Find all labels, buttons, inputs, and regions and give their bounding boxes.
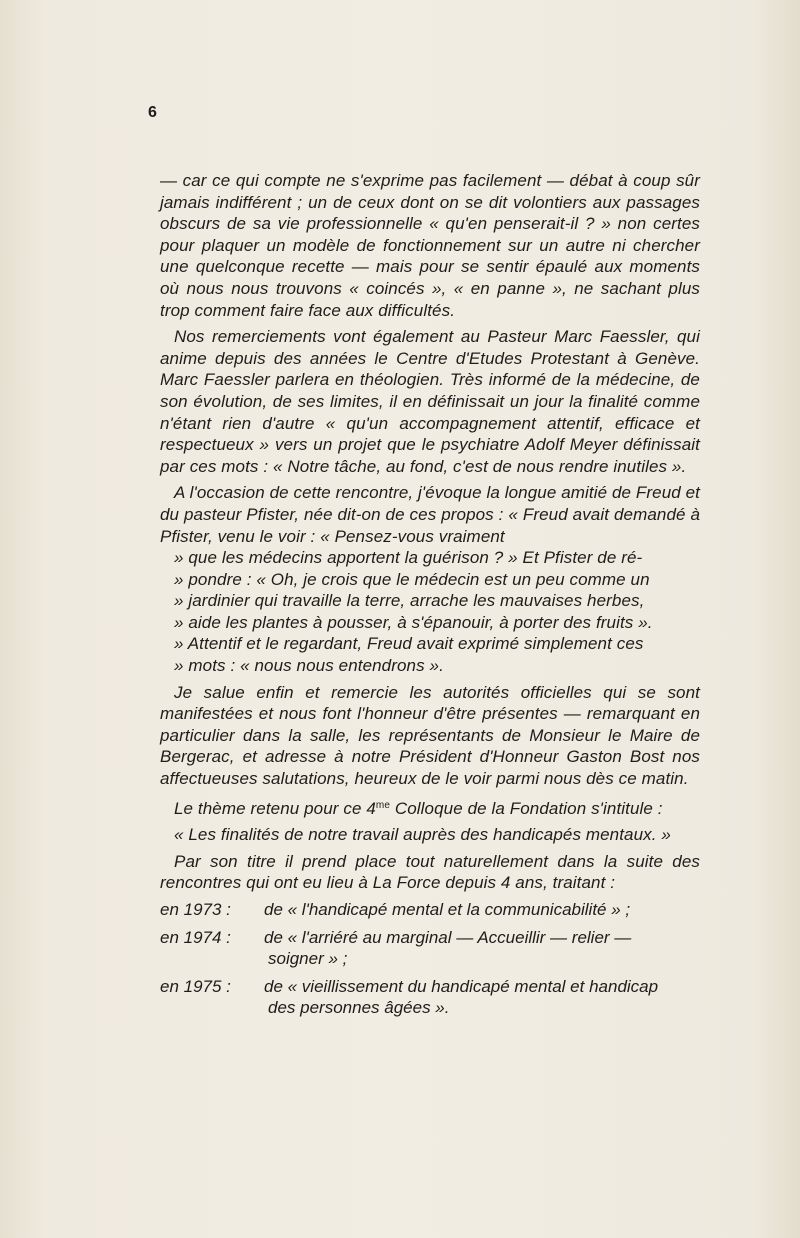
- quote-line-2: » pondre : « Oh, je crois que le médecin est un peu comme un: [174, 569, 650, 589]
- quote-line-1: » que les médecins apportent la guérison ? » Et Pfister de ré-: [174, 548, 643, 568]
- paragraph-4: Je salue enfin et remercie les autorités officielles qui se sont manifestées et nous font l'honneur d'être présentes — remarquant en particulier dans la salle, les représentants de Monsieur le Maire de Bergerac, et adresse à notre Président d'Honneur Gaston Bost nos affectueuses salutations, heureux de le voir parmi nous dès ce matin.: [160, 682, 700, 789]
- list-item: [160, 899, 700, 921]
- list-item-text: [264, 899, 700, 921]
- list-item-line: de « vieillissement du handicapé mental et handicap: [264, 976, 659, 996]
- list-item-text: [264, 976, 700, 1019]
- list-item: [160, 927, 700, 970]
- paragraph-5: [160, 795, 700, 820]
- paragraph-7: Par son titre il prend place tout naturellement dans la suite des rencontres qui ont eu lieu à La Force depuis 4 ans, traitant :: [160, 851, 700, 893]
- list-item-continuation: soigner » ;: [268, 949, 348, 969]
- quote-line-4: » aide les plantes à pousser, à s'épanouir, à porter des fruits ».: [174, 612, 653, 632]
- list-item-year: en 1974 :: [160, 927, 231, 947]
- page-number: 6: [148, 104, 157, 121]
- quote-line-3: » jardinier qui travaille la terre, arrache les mauvaises herbes,: [174, 591, 645, 611]
- list-item-year: en 1975 :: [160, 976, 231, 996]
- list-item-text: [264, 927, 700, 970]
- paragraph-3: [160, 482, 700, 676]
- ordinal-superscript: me: [375, 799, 391, 811]
- paragraph-1: — car ce qui compte ne s'exprime pas facilement — débat à coup sûr jamais indifférent ; un de ceux dont on se dit volontiers aux passages obscurs de sa vie professionnelle « qu'en penserait-il ? » non certes pour plaquer un modèle de fonctionnement sur un autre ni chercher une quelconque recette — mais pour se sentir épaulé aux moments où nous nous trouvons « coincés », « en panne », ne sachant plus trop comment faire face aux difficultés.: [160, 171, 700, 320]
- list-item-line: de « l'arriéré au marginal — Accueillir — relier —: [264, 927, 632, 947]
- list-item: [160, 976, 700, 1019]
- body-text: [160, 170, 700, 1025]
- paragraph-3-intro: A l'occasion de cette rencontre, j'évoque la longue amitié de Freud et du pasteur Pfister, née dit-on de ces propos : « Freud avait demandé à Pfister, venu le voir : « Pensez-vous vraiment: [160, 483, 701, 546]
- quote-line-5: » Attentif et le regardant, Freud avait exprimé simplement ces: [174, 634, 644, 654]
- paragraph-5-end: Colloque de la Fondation s'intitule :: [390, 798, 663, 818]
- quote-line-6: » mots : « nous nous entendrons ».: [174, 656, 444, 676]
- list-item-continuation: des personnes âgées ».: [268, 998, 450, 1018]
- meetings-list: [160, 899, 700, 1019]
- paragraph-2: Nos remerciements vont également au Pasteur Marc Faessler, qui anime depuis des années le Centre d'Etudes Protestant à Genève. Marc Faessler parlera en théologien. Très informé de la médecine, de son évolution, de ses limites, il en définissait un jour la finalité comme n'étant rien d'autre « qu'un accompagnement attentif, efficace et respectueux » vers un projet que le psychiatre Adolf Meyer définissait par ces mots : « Notre tâche, au fond, c'est de nous rendre inutiles ».: [160, 327, 700, 476]
- list-item-line: de « l'handicapé mental et la communicabilité » ;: [264, 900, 631, 919]
- list-item-year: en 1973 :: [160, 900, 231, 919]
- paragraph-6-title-quote: « Les finalités de notre travail auprès des handicapés mentaux. »: [174, 825, 671, 845]
- paragraph-5-start: Le thème retenu pour ce 4: [174, 798, 376, 818]
